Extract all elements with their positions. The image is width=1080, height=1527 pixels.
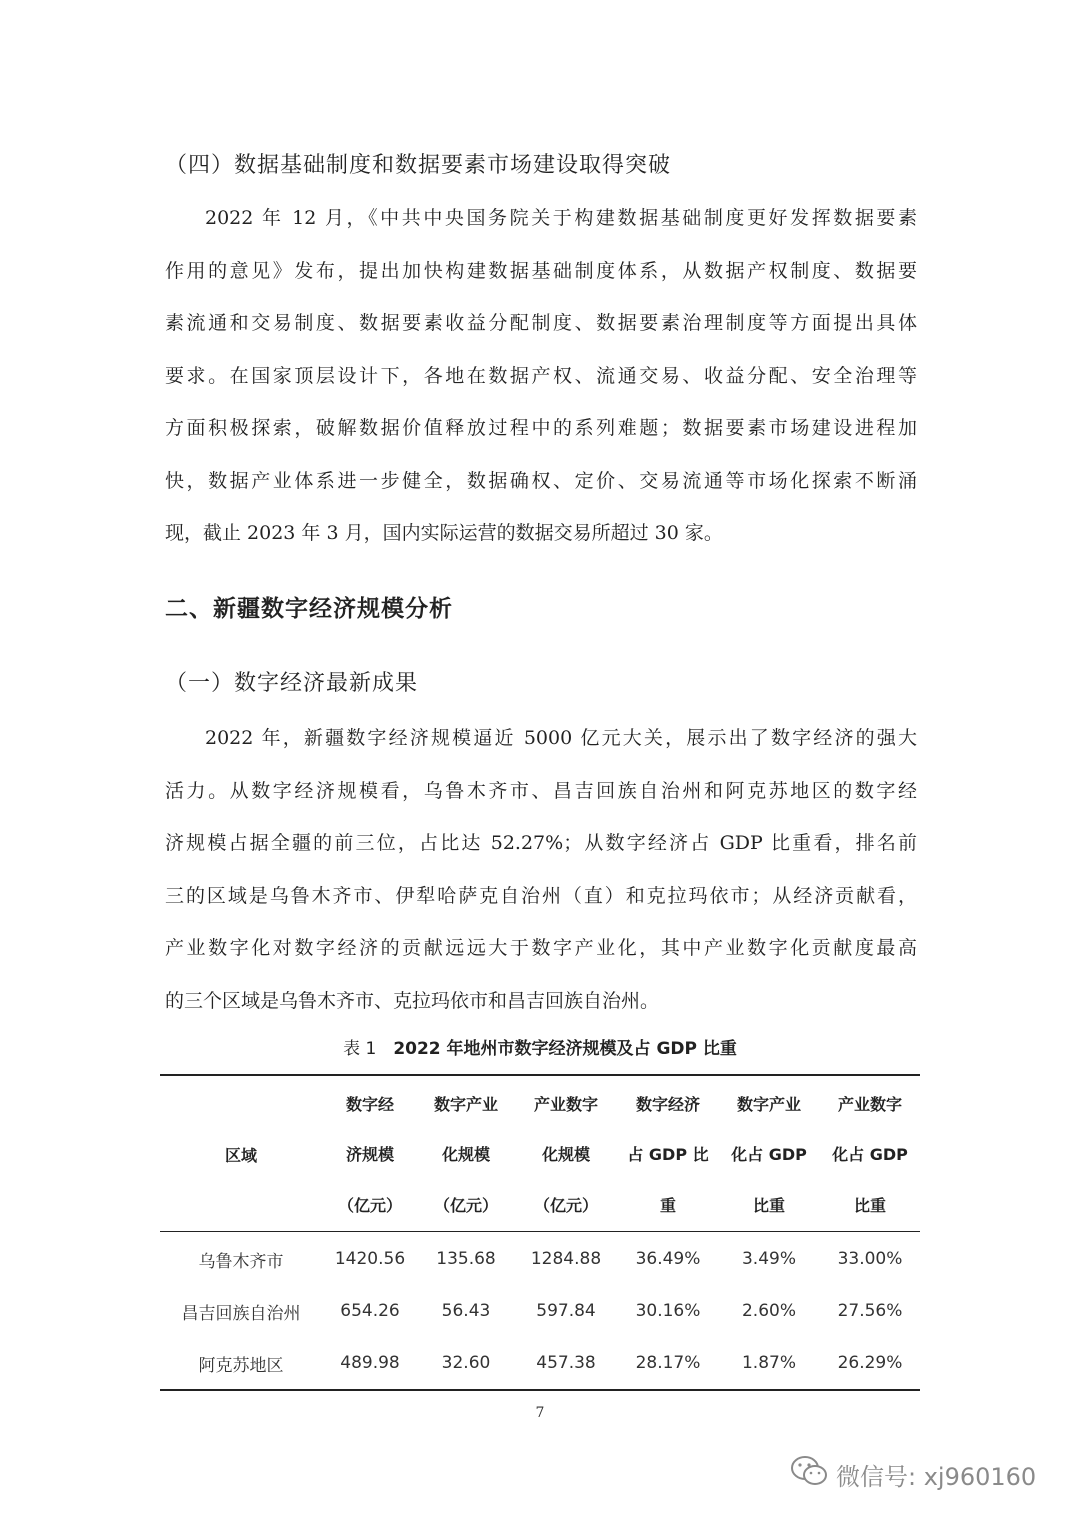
- paragraph-line: 三的区域是乌鲁木齐市、伊犁哈萨克自治州（直）和克拉玛依市；从经济贡献看，: [165, 884, 917, 907]
- header-text: 重: [659, 1196, 676, 1216]
- table-row: [160, 1233, 920, 1285]
- table-cell: 27.56%: [837, 1301, 903, 1321]
- table-caption-title: 2022 年地州市数字经济规模及占 GDP 比重: [393, 1039, 737, 1059]
- header-text: 数字经济: [635, 1094, 700, 1114]
- table-cell: 1.87%: [741, 1353, 796, 1373]
- table-cell-region: 阿克苏地区: [198, 1355, 284, 1376]
- paragraph-line: 活力。从数字经济规模看，乌鲁木齐市、昌吉回族自治州和阿克苏地区的数字经: [165, 779, 917, 802]
- header-digital-economy-gdp-share: [618, 1078, 718, 1230]
- header-text: 比重: [752, 1196, 785, 1216]
- table-caption-number: 表 1: [343, 1039, 394, 1059]
- paragraph-line: 要求。在国家顶层设计下，各地在数据产权、流通交易、收益分配、安全治理等: [165, 364, 917, 387]
- table-header-rule: [160, 1231, 920, 1232]
- paragraph-line: 素流通和交易制度、数据要素收益分配制度、数据要素治理制度等方面提出具体: [165, 312, 917, 334]
- table-cell: 654.26: [340, 1301, 400, 1321]
- table-header-row: [160, 1078, 920, 1230]
- table-cell: 3.49%: [741, 1249, 796, 1269]
- header-text: 产业数字: [533, 1094, 598, 1114]
- paragraph-line: 产业数字化对数字经济的贡献远远大于数字产业化，其中产业数字化贡献度最高: [165, 937, 917, 959]
- table-cell: 1420.56: [334, 1249, 406, 1269]
- header-text: 数字产业: [736, 1094, 801, 1114]
- header-digital-economy-scale: [322, 1078, 418, 1230]
- table-cell: 28.17%: [635, 1353, 701, 1373]
- header-text: 济规模: [345, 1145, 394, 1165]
- table-cell: 597.84: [536, 1301, 596, 1321]
- paragraph-line: 济规模占据全疆的前三位，占比达 52.27%；从数字经济占 GDP 比重看，排名前: [165, 832, 917, 854]
- header-digital-industrialization-gdp-share: [718, 1078, 820, 1230]
- table-cell: 135.68: [436, 1249, 496, 1269]
- paragraph-line: 2022 年 12 月，《中共中央国务院关于构建数据基础制度更好发挥数据要素: [205, 207, 917, 229]
- paragraph-line: 2022 年，新疆数字经济规模逼近 5000 亿元大关，展示出了数字经济的强大: [205, 727, 917, 749]
- paragraph-latest-results: [165, 712, 917, 1027]
- header-text: 数字经: [345, 1094, 394, 1114]
- header-text: （亿元）: [337, 1196, 402, 1216]
- header-text: 化占 GDP: [731, 1145, 807, 1165]
- table-cell-region: 乌鲁木齐市: [198, 1251, 284, 1272]
- table-caption: [0, 1034, 1080, 1059]
- table-top-rule: [160, 1074, 920, 1076]
- watermark-text: 微信号: xj960160: [836, 1462, 1037, 1491]
- header-text: 化规模: [541, 1145, 590, 1165]
- table-cell: 33.00%: [837, 1249, 903, 1269]
- header-digital-industrialization-scale: [418, 1078, 514, 1230]
- header-text: 数字产业: [433, 1094, 498, 1114]
- table-cell: 36.49%: [635, 1249, 701, 1269]
- table-cell: 26.29%: [837, 1353, 903, 1373]
- page-number: 7: [535, 1405, 545, 1421]
- table-cell: 32.60: [441, 1353, 491, 1373]
- header-text: 比重: [853, 1196, 886, 1216]
- header-region: [160, 1078, 322, 1230]
- paragraph-data-institutions: [165, 192, 917, 560]
- section-two-heading: 二、新疆数字经济规模分析: [165, 596, 453, 622]
- header-text: 化占 GDP: [832, 1145, 908, 1165]
- table-cell: 2.60%: [741, 1301, 796, 1321]
- paragraph-line: 快，数据产业体系进一步健全，数据确权、定价、交易流通等市场化探索不断涌: [165, 469, 917, 492]
- paragraph-line: 方面积极探索，破解数据价值释放过程中的系列难题；数据要素市场建设进程加: [165, 417, 917, 439]
- table-cell: 56.43: [441, 1301, 491, 1321]
- table-cell: 1284.88: [530, 1249, 602, 1269]
- table-cell: 489.98: [340, 1353, 400, 1373]
- table-cell: 30.16%: [635, 1301, 701, 1321]
- header-text: 化规模: [441, 1145, 490, 1165]
- table-bottom-rule: [160, 1389, 920, 1391]
- section-four-heading: （四）数据基础制度和数据要素市场建设取得突破: [165, 153, 672, 178]
- wechat-watermark: [790, 1455, 1036, 1493]
- header-text: 产业数字: [837, 1094, 902, 1114]
- table-row: [160, 1337, 920, 1389]
- header-text: 区域: [224, 1145, 257, 1165]
- header-text: 占 GDP 比: [627, 1145, 709, 1165]
- header-text: （亿元）: [533, 1196, 598, 1216]
- paragraph-line: 的三个区域是乌鲁木齐市、克拉玛依市和昌吉回族自治州。: [165, 989, 660, 1012]
- paragraph-line: 作用的意见》发布，提出加快构建数据基础制度体系，从数据产权制度、数据要: [165, 259, 917, 282]
- header-industrial-digitization-gdp-share: [820, 1078, 920, 1230]
- header-industrial-digitization-scale: [514, 1078, 618, 1230]
- header-text: （亿元）: [433, 1196, 498, 1216]
- table-row: [160, 1285, 920, 1337]
- table-cell-region: 昌吉回族自治州: [181, 1303, 301, 1324]
- table-cell: 457.38: [536, 1353, 596, 1373]
- paragraph-line: 现，截止 2023 年 3 月，国内实际运营的数据交易所超过 30 家。: [165, 522, 723, 544]
- wechat-icon: [790, 1455, 828, 1493]
- section-two-one-heading: （一）数字经济最新成果: [165, 671, 419, 696]
